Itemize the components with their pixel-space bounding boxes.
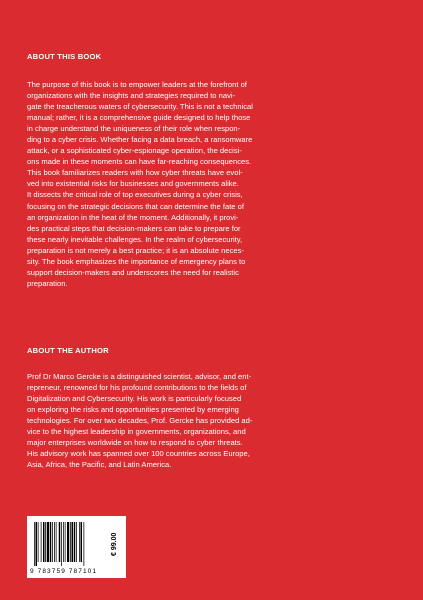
about-book-text bbox=[27, 79, 253, 289]
about-book-line: preparation. bbox=[27, 278, 68, 288]
about-author-line: major enterprises worldwide on how to respond to cyber threats. bbox=[27, 438, 243, 448]
about-book-line: ding to a cyber crisis. Whether facing a data breach, a ransomware bbox=[27, 135, 253, 145]
about-book-line: ved into existential risks for businesses and governments alike. bbox=[27, 179, 239, 189]
about-author-line: Prof Dr Marco Gercke is a distinguished scientist, advisor, and ent- bbox=[27, 372, 252, 381]
about-book-line: preparation is not merely a best practice; it is an absolute neces- bbox=[27, 245, 244, 255]
about-book-line: It dissects the critical role of top executives during a cyber crisis, bbox=[27, 190, 243, 200]
isbn-barcode bbox=[27, 516, 126, 578]
about-author-text bbox=[27, 371, 252, 470]
about-author-line: on exploring the risks and opportunities presented by emerging bbox=[27, 405, 239, 415]
about-book-line: des practical steps that decision-makers can take to prepare for bbox=[27, 223, 241, 233]
about-book-line: focusing on the strategic decisions that can determine the fate of bbox=[27, 201, 244, 211]
barcode-digits: 9 783759 787101 bbox=[30, 568, 98, 575]
price-label: € 99.00 bbox=[111, 532, 118, 556]
about-author-line: His advisory work has spanned over 100 countries across Europe, bbox=[27, 449, 250, 459]
about-book-heading: ABOUT THIS BOOK bbox=[27, 52, 102, 61]
about-book-line: manual; rather, it is a comprehensive guide designed to help those bbox=[27, 113, 251, 123]
about-book-line: in charge understand the uniqueness of their role when respon- bbox=[27, 124, 241, 134]
about-book-line: organizations with the insights and strategies required to navi- bbox=[27, 91, 236, 101]
about-author-line: vice to the highest leadership in governments, organizations, and bbox=[27, 427, 246, 437]
about-book-line: The purpose of this book is to empower leaders at the forefront of bbox=[27, 80, 247, 89]
about-book-line: This book familiarizes readers with how cyber threats have evol- bbox=[27, 168, 243, 178]
about-book-line: gate the treacherous waters of cybersecurity. This is not a technical bbox=[27, 102, 253, 112]
about-author-line: Digitalization and Cybersecurity. His work is particularly focused bbox=[27, 394, 242, 404]
about-author-line: repreneur, renowned for his profound contributions to the fields of bbox=[27, 383, 247, 393]
about-author-heading: ABOUT THE AUTHOR bbox=[27, 346, 109, 355]
barcode-bars bbox=[34, 522, 106, 566]
about-book-line: ons made in these moments can have far-reaching consequences. bbox=[27, 157, 252, 167]
about-book-line: support decision-makers and underscores the need for realistic bbox=[27, 267, 239, 277]
about-book-line: attack, or a sophisticated cyber-espionage operation, the decisi- bbox=[27, 146, 242, 156]
about-author-line: technologies. For over two decades, Prof. Gercke has provided ad- bbox=[27, 416, 253, 426]
about-author-line: Asia, Africa, the Pacific, and Latin America. bbox=[27, 460, 172, 470]
about-book-line: an organization in the heat of the moment. Additionally, it provi- bbox=[27, 212, 239, 222]
about-book-line: sity. The book emphasizes the importance of emergency plans to bbox=[27, 256, 246, 266]
about-book-line: these nearly inevitable challenges. In the realm of cybersecurity, bbox=[27, 234, 243, 244]
